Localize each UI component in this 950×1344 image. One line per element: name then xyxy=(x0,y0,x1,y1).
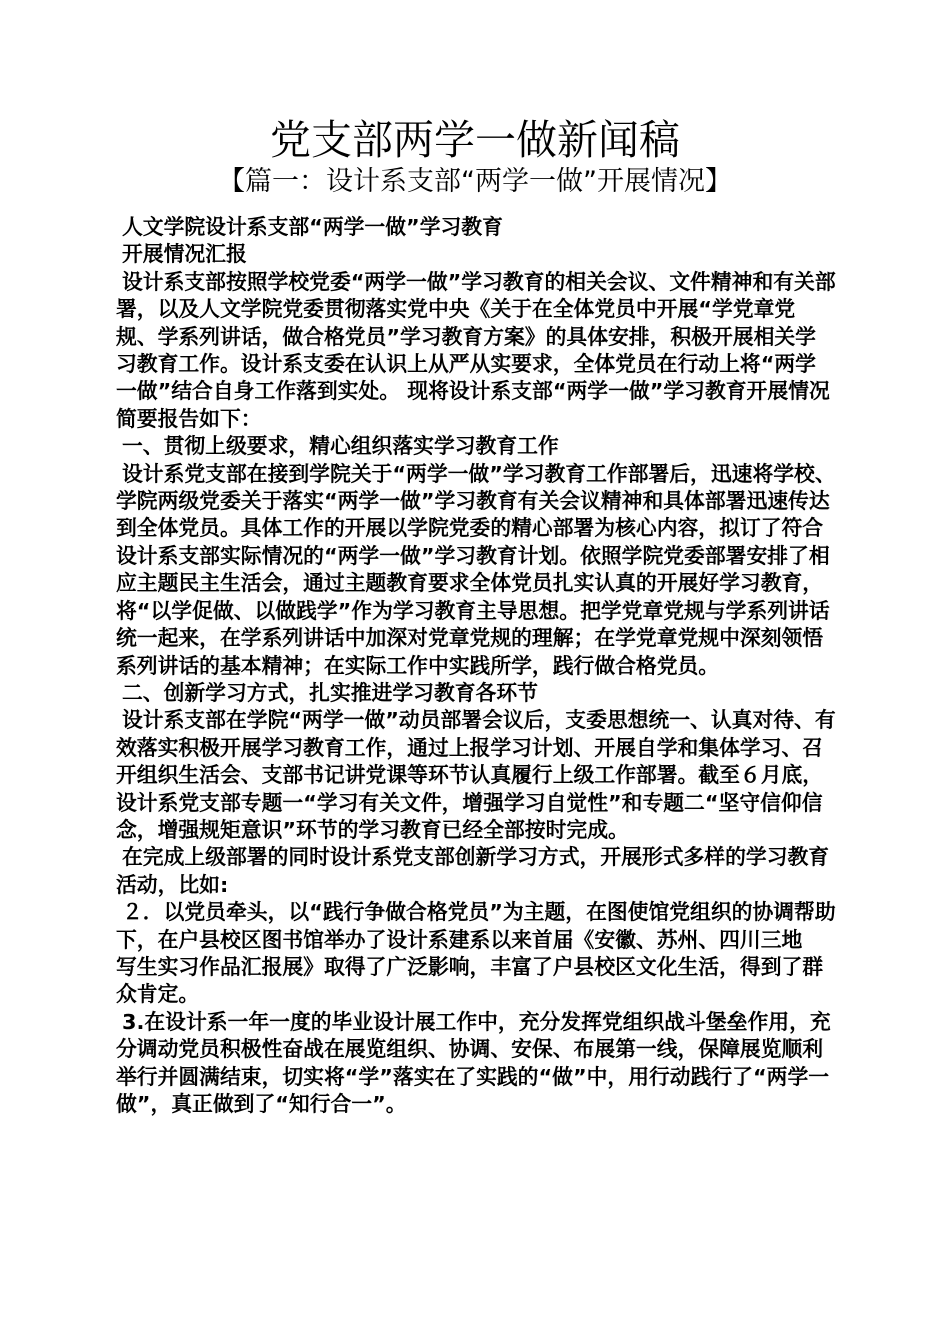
section-heading-2: 二、创新学习方式，扎实推进学习教育各环节 xyxy=(122,680,538,705)
paragraph-section-1: 设计系党支部在接到学院关于“两学一做”学习教育工作部署后，迅速将学校、学院两级党委关于落实“两学一做”学习教育有关会议精神和具体部署迅速传达到全体党员。具体工作的开展以学院党委的精心部署为核心内容，拟订了符合设计系支部实际情况的“两学一做”学习教育计划。依照学院党委部署安排了相应主题民主生活会，通过主题教育要求全体党员扎实认真的开展好学习教育，将“以学促做、以做践学”作为学习教育主导思想。把学党章党规与学系列讲话统一起来，在学系列讲话中加深对党章党规的理解；在学党章党规中深刻领悟系列讲话的基本精神；在实际工作中实践所学，践行做合格党员。 xyxy=(116,461,836,678)
paragraph-item-2-continued: 写生实习作品汇报展》取得了广泛影响，丰富了户县校区文化生活，得到了群众肯定。 xyxy=(116,954,824,1007)
paragraph-item-3: 3.在设计系一年一度的毕业设计展工作中，充分发挥党组织战斗堡垒作用，充分调动党员积极性奋战在展览组织、协调、安保、布展第一线，保障展览顺利举行并圆满结束，切实将“学”落实在了实践的“做”中，用行动践行了“两学一做”，真正做到了“知行合一”。 xyxy=(116,1009,831,1116)
paragraph-section-2: 设计系支部在学院“两学一做”动员部署会议后，支委思想统一、认真对待、有效落实积极开展学习教育工作，通过上报学习计划、开展自学和集体学习、召开组织生活会、支部书记讲党课等环节认真履行上级工作部署。截至６月底，设计系党支部专题一“学习有关文件，增强学习自觉性”和专题二“坚守信仰信念，增强规矩意识”环节的学习教育已经全部按时完成。 xyxy=(116,708,836,842)
report-heading-line-2: 开展情况汇报 xyxy=(122,242,247,267)
report-heading-line-1: 人文学院设计系支部“两学一做”学习教育 xyxy=(122,215,503,239)
document-body xyxy=(116,214,836,1118)
document-subtitle: 【篇一：设计系支部“两学一做”开展情况】 xyxy=(218,166,732,197)
paragraph-activities-intro: 在完成上级部署的同时设计系党支部创新学习方式，开展形式多样的学习教育活动，比如: xyxy=(116,845,830,897)
document-title: 党支部两学一做新闻稿 xyxy=(270,116,680,164)
paragraph-intro: 设计系支部按照学校党委“两学一做”学习教育的相关会议、文件精神和有关部署，以及人文学院党委贯彻落实党中央《关于在全体党员中开展“学党章党规、学系列讲话，做合格党员”学习教育方案》的具体安排，积极开展相关学习教育工作。设计系支委在认识上从严从实要求，全体党员在行动上将“两学一做”结合自身工作落到实处。 现将设计系支部“两学一做”学习教育开展情况简要报告如下： xyxy=(116,269,836,431)
section-heading-1: 一、贯彻上级要求，精心组织落实学习教育工作 xyxy=(122,434,559,459)
paragraph-item-2: ２．以党员牵头，以“践行争做合格党员”为主题，在图使馆党组织的协调帮助下，在户县校区图书馆举办了设计系建系以来首届《安徽、苏州、四川三地 xyxy=(116,900,836,952)
